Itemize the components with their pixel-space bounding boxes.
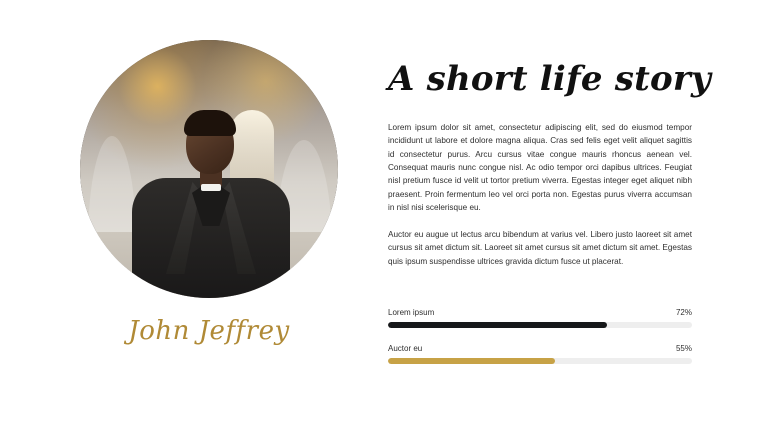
skill-bar-track xyxy=(388,358,692,364)
subject-hair xyxy=(184,110,236,136)
skill-bar-label: Auctor eu xyxy=(388,344,423,353)
portrait-block xyxy=(80,40,340,390)
page-title: A short life story xyxy=(388,59,711,99)
skill-bar-fill xyxy=(388,358,555,364)
body-paragraph-1: Lorem ipsum dolor sit amet, consectetur adipiscing elit, sed do eiusmod tempor incididunt ut labore et dolore magna aliqua. Cras sed felis eget velit aliquet sagittis id consectetur purus. Arcu cursus vitae congue mauris rhoncus aenean vel. Consequat mauris nunc congue nisl. Ac odio tempor orci dapibus ultrices. Feugiat nisl pretium fusce id velit ut tortor pretium viverra. Egestas integer eget aliquet nibh praesent. Proin fermentum leo vel orci porta non. Egestas purus viverra accumsan in nisl nisi scelerisque eu. xyxy=(388,123,692,212)
skill-bar-track xyxy=(388,322,692,328)
skill-bar-labels xyxy=(388,344,692,353)
skill-bar-fill xyxy=(388,322,607,328)
skill-bar-value: 55% xyxy=(675,344,692,353)
person-name: John Jeffrey xyxy=(128,316,290,346)
skill-bars xyxy=(388,308,692,380)
skill-bar-row xyxy=(388,308,692,328)
content-column xyxy=(388,59,711,282)
subject-clerical-collar xyxy=(201,184,221,191)
skill-bar-row xyxy=(388,344,692,364)
skill-bar-labels xyxy=(388,308,692,317)
skill-bar-value: 72% xyxy=(675,308,692,317)
portrait-photo xyxy=(80,40,338,298)
body-paragraph-2: Auctor eu augue ut lectus arcu bibendum at varius vel. Libero justo laoreet sit amet cursus sit amet dictum sit. Laoreet sit amet cursus sit amet dictum sit amet. Egestas quis ipsum suspendisse ultrices gravida dictum fusce ut placerat. xyxy=(388,230,692,266)
skill-bar-label: Lorem ipsum xyxy=(388,308,435,317)
